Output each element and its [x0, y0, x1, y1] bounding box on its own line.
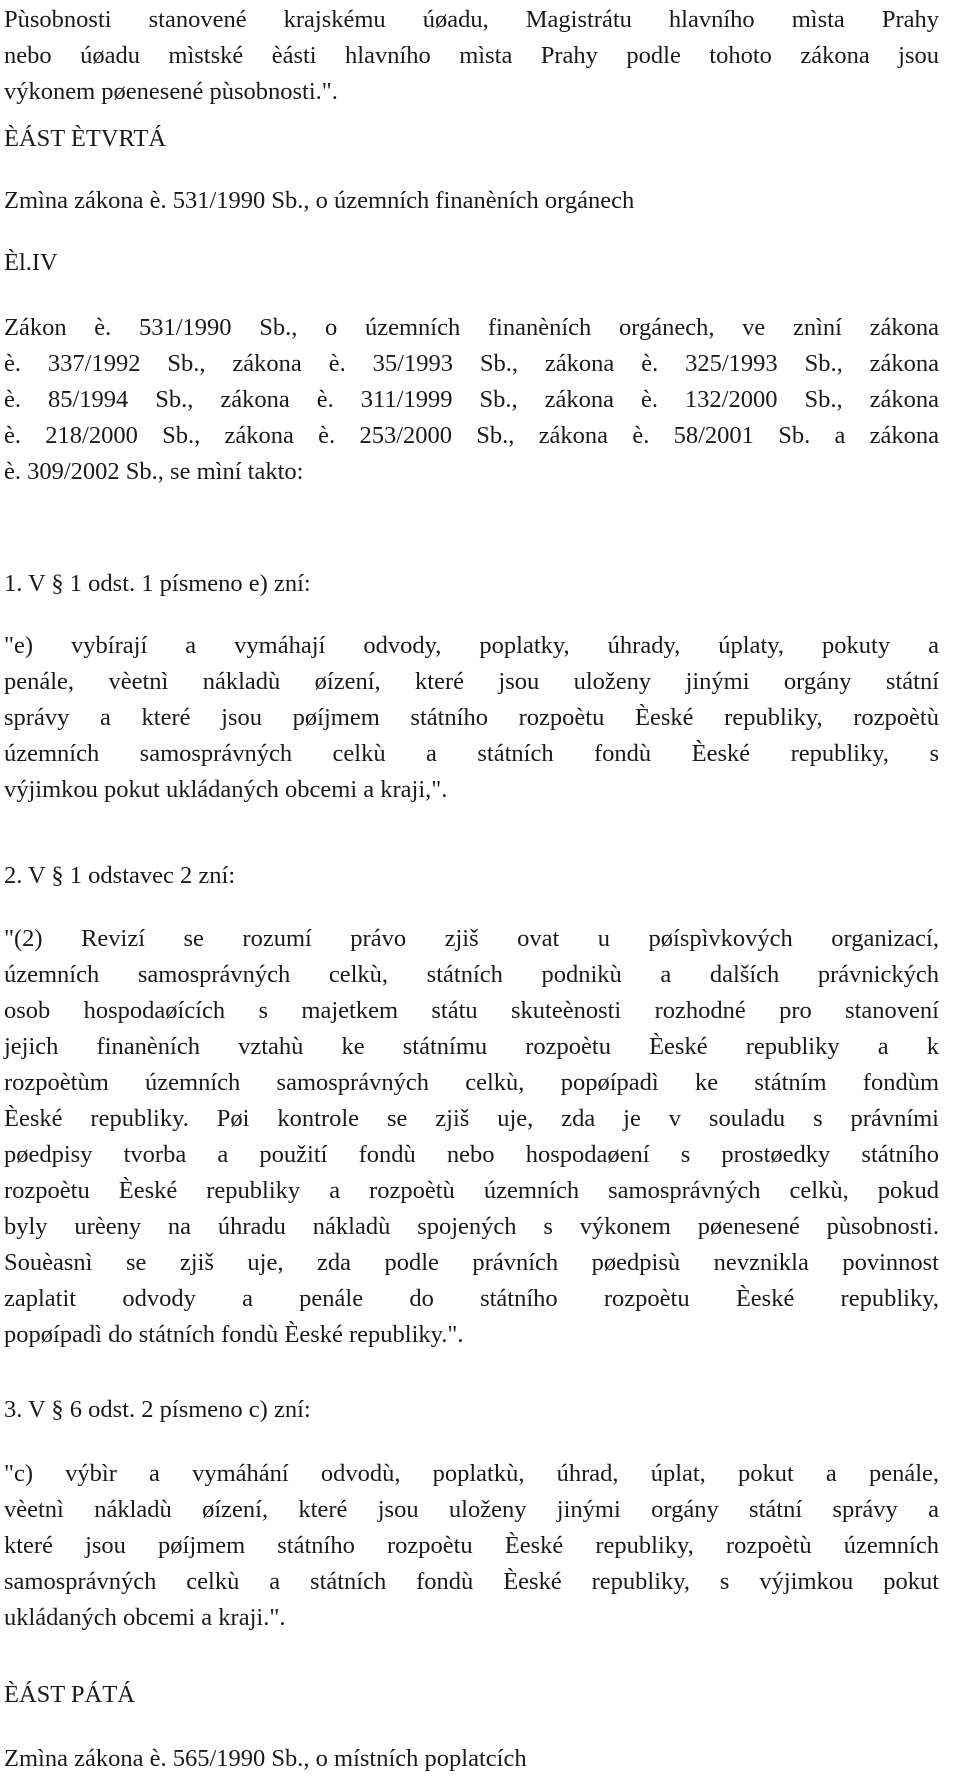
text-line: zaplatit odvody a penále do státního rozpoètu Èeské republiky,: [4, 1285, 939, 1312]
article-heading: Èl.IV: [4, 249, 58, 276]
text-line: byly urèeny na úhradu nákladù spojených s výkonem pøenesené pùsobnosti.: [4, 1213, 939, 1240]
text-line: územních samosprávných celkù a státních fondù Èeské republiky, s: [4, 740, 939, 767]
text-line: rozpoètu Èeské republiky a rozpoètù územních samosprávných celkù, pokud: [4, 1177, 939, 1204]
text-line: è. 337/1992 Sb., zákona è. 35/1993 Sb., zákona è. 325/1993 Sb., zákona: [4, 350, 939, 377]
item-one-text: [4, 628, 939, 808]
text-line: které jsou pøíjmem státního rozpoètu Èeské republiky, rozpoètù územních: [4, 1532, 939, 1559]
text-line: územních samosprávných celkù, státních podnikù a dalších právnických: [4, 961, 939, 988]
text-line: Souèasnì se zjiš uje, zda podle právních pøedpisù nevznikla povinnost: [4, 1249, 939, 1276]
text-line: Èeské republiky. Pøi kontrole se zjiš uje, zda je v souladu s právními: [4, 1105, 939, 1132]
text-line: è. 218/2000 Sb., zákona è. 253/2000 Sb., zákona è. 58/2001 Sb. a zákona: [4, 422, 939, 449]
text-line: pøedpisy tvorba a použití fondù nebo hospodaøení s prostøedky státního: [4, 1141, 939, 1168]
text-line: správy a které jsou pøíjmem státního rozpoètu Èeské republiky, rozpoètù: [4, 704, 939, 731]
text-line: osob hospodaøících s majetkem státu skuteènosti rozhodné pro stanovení: [4, 997, 939, 1024]
part-five-subtitle: Zmìna zákona è. 565/1990 Sb., o místních poplatcích: [4, 1745, 527, 1772]
text-line: è. 309/2002 Sb., se mìní takto:: [4, 458, 304, 485]
text-line: "(2) Revizí se rozumí právo zjiš ovat u pøíspìvkových organizací,: [4, 925, 939, 952]
text-line: vèetnì nákladù øízení, které jsou uloženy jinými orgány státní správy a: [4, 1496, 939, 1523]
text-line: è. 85/1994 Sb., zákona è. 311/1999 Sb., zákona è. 132/2000 Sb., zákona: [4, 386, 939, 413]
text-line: "c) výbìr a vymáhání odvodù, poplatkù, úhrad, úplat, pokut a penále,: [4, 1460, 939, 1487]
text-line: Zákon è. 531/1990 Sb., o územních finanèních orgánech, ve znìní zákona: [4, 314, 939, 341]
text-line: jejich finanèních vztahù ke státnímu rozpoètu Èeské republiky a k: [4, 1033, 939, 1060]
text-line: rozpoètùm územních samosprávných celkù, popøípadì ke státním fondùm: [4, 1069, 939, 1096]
item-two-heading: 2. V § 1 odstavec 2 zní:: [4, 862, 236, 889]
paragraph-scope: [4, 2, 939, 110]
text-line: nebo úøadu mìstské èásti hlavního mìsta Prahy podle tohoto zákona jsou: [4, 42, 939, 69]
paragraph-amendment-intro: [4, 310, 939, 490]
text-line: výkonem pøenesené pùsobnosti.".: [4, 78, 338, 105]
text-line: ukládaných obcemi a kraji.".: [4, 1604, 286, 1631]
part-four-heading: ÈÁST ÈTVRTÁ: [4, 125, 167, 152]
text-line: penále, vèetnì nákladù øízení, které jsou uloženy jinými orgány státní: [4, 668, 939, 695]
part-five-heading: ÈÁST PÁTÁ: [4, 1681, 135, 1708]
item-three-heading: 3. V § 6 odst. 2 písmeno c) zní:: [4, 1396, 311, 1423]
text-line: Pùsobnosti stanovené krajskému úøadu, Magistrátu hlavního mìsta Prahy: [4, 6, 939, 33]
text-line: výjimkou pokut ukládaných obcemi a kraji,".: [4, 776, 448, 803]
part-four-subtitle: Zmìna zákona è. 531/1990 Sb., o územních finanèních orgánech: [4, 187, 635, 214]
text-line: samosprávných celkù a státních fondù Èeské republiky, s výjimkou pokut: [4, 1568, 939, 1595]
text-line: "e) vybírají a vymáhají odvody, poplatky, úhrady, úplaty, pokuty a: [4, 632, 939, 659]
item-three-text: [4, 1456, 939, 1636]
item-two-text: [4, 921, 939, 1353]
item-one-heading: 1. V § 1 odst. 1 písmeno e) zní:: [4, 570, 311, 597]
text-line: popøípadì do státních fondù Èeské republiky.".: [4, 1321, 464, 1348]
